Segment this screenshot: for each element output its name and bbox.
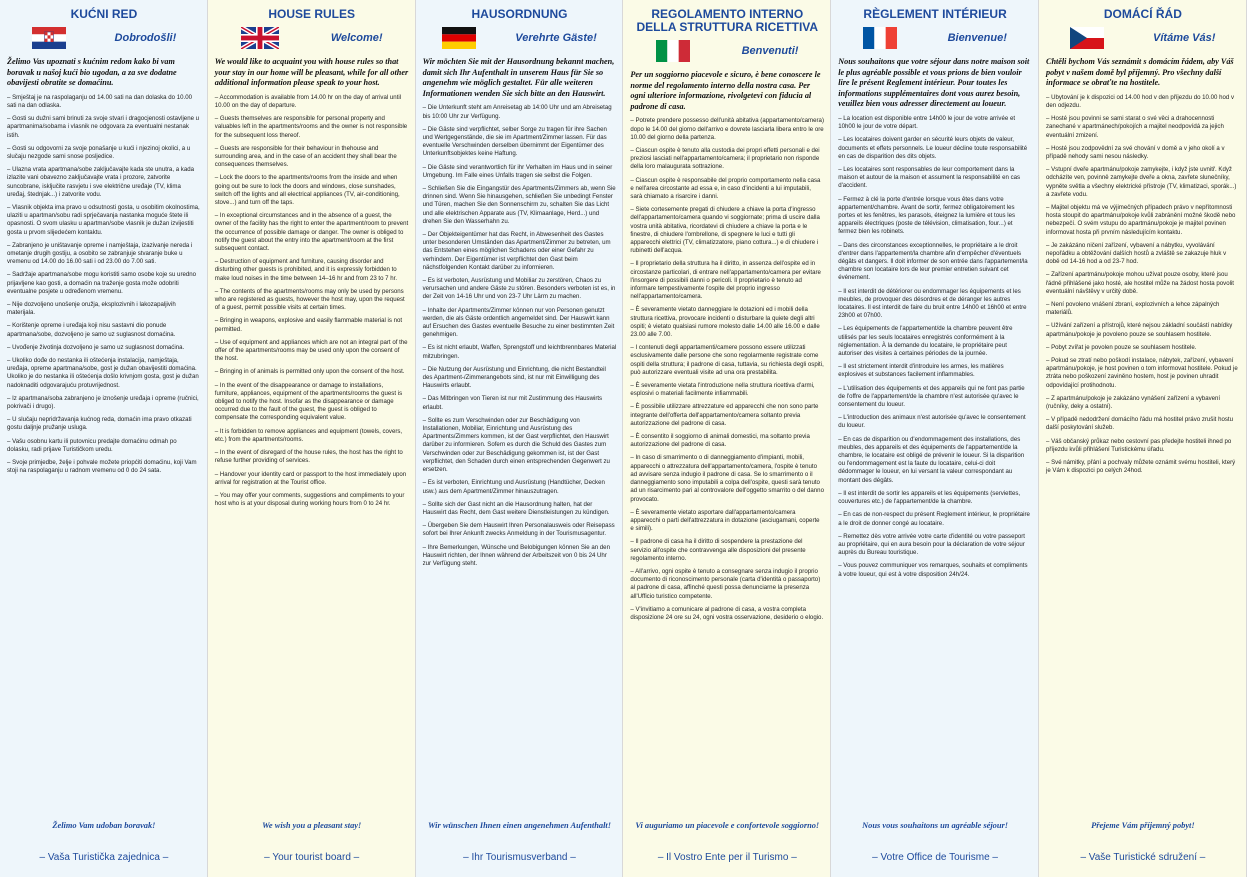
column-title: KUĆNI RED xyxy=(70,7,138,21)
rule-item: – Vlasnik objekta ima pravo u odsutnosti gosta, u osobitim okolnostima, ulaziti u apartman/sobu radi sprječavanja nastanka moguće štete ili opasnosti. O svom ulasku u apartman/sobe vlasnik je dužan izvijestiti gosta u prvom slijedećem kontaktu. xyxy=(7,204,201,237)
rule-item: – Siete cortesemente pregati di chiudere a chiave la porta d'ingresso dell'appartamento/camera quando vi soggiornate; prima di uscire dalla vostra unità abitativa, ricordatevi di chiudere a chiave la porta e le finestre, di chiudere l'ombrellone, di spegnere le luci e tutti gli apparecchi elettrici (TV, climatizzatore, piano cottura...) e di chiudere i rubinetti dell'acqua. xyxy=(630,206,824,255)
rule-item: – Il padrone di casa ha il diritto di sospendere la prestazione del servizio all'ospite che contravvenga alle disposizioni del presente regolamento interno. xyxy=(630,538,824,563)
rule-item: – Zabranjeno je uništavanje opreme i namještaja, izazivanje nereda i ometanje drugih gostiju, a osobito se zabranjuje stvaranje buke u vremenu od 14.00 do 16.00 sati i od 23.00 do 7.00 sati. xyxy=(7,242,201,267)
rules-list xyxy=(215,94,409,514)
intro-text: We would like to acquaint you with house rules so that your stay in our home will be pleasant, while for all other additional information please speak to your host. xyxy=(214,57,409,88)
rule-item: – Das Mitbringen von Tieren ist nur mit Zustimmung des Hauswirts erlaubt. xyxy=(423,395,617,411)
rule-item: – L'introduction des animaux n'est autorisée qu'avec le consentement du loueur. xyxy=(838,414,1032,430)
rule-item: – Guests are responsible for their behaviour in thehouse and surrounding area, and in the case of an accident they shall bear the consequences themselves. xyxy=(215,145,409,170)
column-header xyxy=(423,25,617,51)
closing-wish: Vi auguriamo un piacevole e confortevole soggiorno! xyxy=(635,821,820,830)
rule-item: – Remettez dès votre arrivée votre carte d'identité ou votre passeport au propriétaire, qui en aura besoin pour la déclaration de votre séjour auprès du Bureau touristique. xyxy=(838,533,1032,558)
rule-item: – È possibile utilizzare attrezzature ed apparecchi che non sono parte integrante dell'offerta dell'appartamento/camera soltanto previa autorizzazione del padrone di casa. xyxy=(630,403,824,428)
rule-item: – Ciascun ospite è tenuto alla custodia dei propri effetti personali e dei preziosi lasciati nell'appartamento/camera; il proprietario non risponde della loro malaugurata sottrazione. xyxy=(630,147,824,172)
welcome-text: Bienvenue! xyxy=(947,32,1007,44)
closing-wish: We wish you a pleasant stay! xyxy=(262,821,362,830)
welcome-text: Welcome! xyxy=(330,32,383,44)
czech-flag-icon xyxy=(1070,27,1104,49)
rule-item: – Vous pouvez communiquer vos remarques, souhaits et compliments à votre loueur, qui est à votre disposition 24h/24. xyxy=(838,562,1032,578)
rule-item: – Il est strictement interdit d'introduire les armes, les matières explosives et substances facilement inflammables. xyxy=(838,363,1032,379)
rule-item: – I contenuti degli appartamenti/camere possono essere utilizzati esclusivamente dalle persone che sono regolarmente registrate come ospiti della struttura; il padrone di casa, tuttavia, su richiesta degli ospiti, può autorizzare eventuali visite ad una ora prestabilita. xyxy=(630,344,824,377)
rule-item: – Die Gäste sind verantwortlich für ihr Verhalten im Haus und in seiner Umgebung. Im Falle eines Unfalls tragen sie selbst die Folgen. xyxy=(423,164,617,180)
column-header xyxy=(1046,25,1240,51)
rule-item: – Il proprietario della struttura ha il diritto, in assenza dell'ospite ed in circostanze particolari, di entrare nell'appartamento/camera per evitare l'insorgere di possibili danni o pericoli. Il proprietario è tenuto ad informare tempestivamente l'ospite del proprio ingresso nell'appartamento/camera. xyxy=(630,260,824,301)
column-header xyxy=(215,25,409,51)
column-german xyxy=(416,0,624,877)
column-italian xyxy=(623,0,831,877)
croatia-flag-icon xyxy=(32,27,66,49)
rule-item: – Inhalte der Apartments/Zimmer können nur von Personen genutzt werden, die als Gäste ordentlich angemeldet sind. Der Hauswirt kann auf Ersuchen des Gastes eventuelle Besuche zu einer bestimmten Zeit genehmigen. xyxy=(423,307,617,340)
intro-text: Nous souhaitons que votre séjour dans notre maison soit le plus agréable possible et vous prions de bien vouloir lire le présent Reglement intérieur. Pour toutes les informations supplémentaires dont vous aurez besoin, veuillez bien vous adresser directement au loueur. xyxy=(838,57,1030,109)
column-header xyxy=(838,25,1032,51)
intro-text: Per un soggiorno piacevole e sicuro, è bene conoscere le norme del regolamento interno della nostra casa. Per ogni ulteriore informazione, rivolgetevi con fiducia al padrone di casa. xyxy=(630,70,821,111)
column-croatian xyxy=(0,0,208,877)
rule-item: – En cas de non-respect du présent Reglement intérieur, le propriétaire a le droit de donner congé au locataire. xyxy=(838,511,1032,527)
rule-item: – Les équipements de l'appartement/de la chambre peuvent être utilisés par les seuls locataires enregistrés conformément à la réglementation. À la demande du locataire, le propriétaire peut autoriser des visites à certaines périodes de la journée. xyxy=(838,325,1032,358)
rule-item: – Není povoleno vnášení zbraní, explozivních a lehce zápalných materiálů. xyxy=(1046,301,1240,317)
rule-item: – Les locataires doivent garder en sécurité leurs objets de valeur, documents et effets personnels. Le loueur décline toute responsabilité en cas de disparition des dits objets. xyxy=(838,136,1032,161)
rule-item: – Své námitky, přání a pochvaly můžete oznámit svému hostiteli, který je Vám k dispozici po celých 24hod. xyxy=(1046,459,1240,475)
rule-item: – In the event of the disappearance or damage to installations, furniture, appliances, equipment of the apartments/rooms the guest is obliged to notify the host. Insofar as the disappearance or damage occurred due to the fault of the guest, the guest is obliged to compensate the corresponding equivalent value. xyxy=(215,382,409,423)
rule-item: – U slučaju nepridržavanja kućnog reda, domaćin ima pravo otkazati gostu daljnje pružanje usluga. xyxy=(7,416,201,432)
closing-wish: Přejeme Vám příjemný pobyt! xyxy=(1091,821,1195,830)
rule-item: – Sadržaje apartmana/sobe mogu koristiti samo osobe koje su uredno prijavljene kao gosti, a domaćin na traženje gosta može odobriti eventualne posjete u određenom vremenu. xyxy=(7,271,201,296)
rule-item: – Ciascun ospite è responsabile del proprio comportamento nella casa e nell'area circostante ad essa e, in caso d'incidenti a lui imputabili, sarà chiamato a risarcire i danni. xyxy=(630,177,824,202)
rule-item: – Schließen Sie die Eingangstür des Apartments/Zimmers ab, wenn Sie drinnen sind. Wenn Sie hinausgehen, schließen Sie unbedingt Fenster und Türen, machen Sie den Sonnenschirm zu, schalten Sie das Licht und alle elektrischen Apparate aus (TV, Klimaanlage, Herd...) und drehen Sie den Wasserhahn zu. xyxy=(423,185,617,226)
rule-item: – In caso di smarrimento o di danneggiamento d'impianti, mobili, apparecchi o attrezzatura dell'appartamento/camera, l'ospite è tenuto ad avvisare senza indugio il padrone di casa. Se lo smarrimento o il danneggiamento sono imputabili a colpa dell'ospite, questi sarà tenuto ad un risarcimento pari al controvalore dell'oggetto smarrito o del danno provocato. xyxy=(630,454,824,503)
rule-item: – Zařízení apartmánu/pokoje mohou užívat pouze osoby, které jsou řádně přihlášené jako hosté, ale hostitel může na žádost hosta povolit eventuální návštěvy v určitý době. xyxy=(1046,271,1240,296)
rule-item: – Fermez à clé la porte d'entrée lorsque vous êtes dans votre appartement/chambre. Avant de sortir, fermez obligatoirement les portes et les fenêtres, les parasols, éteignez la lumière et tous les appareils électriques (poste de télévision, climatisation, four...) et fermez bien les robinets. xyxy=(838,196,1032,237)
closing-wish: Wir wünschen Ihnen einen angenehmen Aufenthalt! xyxy=(428,821,611,830)
rule-item: – L'utilisation des équipements et des appareils qui ne font pas partie de l'offre de l'appartement/de la chambre n'est autorisée qu'avec le consentement du loueur. xyxy=(838,385,1032,410)
rule-item: – Nije dozvoljeno unošenje oružja, eksplozivnih i lakozapaljivih materijala. xyxy=(7,301,201,317)
rule-item: – Use of equipment and appliances which are not an integral part of the offer of the apartments/rooms may be used only upon the consent of the host. xyxy=(215,339,409,364)
column-title: DOMÁCÍ ŘÁD xyxy=(1103,7,1182,21)
rule-item: – Vstupní dveře apartmánu/pokoje zamykejte, i když jste uvnitř. Když odcházíte ven, povinně zamykejte dveře a okna, zavřete slunečníky, vypněte světla a všechny elektrické přístroje (TV, klimatizaci, sporák...) a zavřete vodu. xyxy=(1046,166,1240,199)
column-title: HOUSE RULES xyxy=(268,7,356,21)
rule-item: – Je zakázáno ničení zařízení, vybavení a nábytku, vyvolávání nepořádku a obtěžování dalších hostů a zvláště se zakazuje hluk v době od 14-16 hod a od 23-7 hod. xyxy=(1046,242,1240,267)
rules-list xyxy=(7,94,201,481)
rule-item: – In the event of disregard of the house rules, the host has the right to refuse further providing of services. xyxy=(215,449,409,465)
rule-item: – È severamente vietato asportare dall'appartamento/camera apparecchi o parti dell'attrezzatura in dotazione (asciugamani, coperte e simili). xyxy=(630,509,824,534)
rule-item: – Gosti su dužni sami brinuti za svoje stvari i dragocjenosti ostavljene u apartmanima/sobama i vlasnik ne odgovara za eventualni nestanak istih. xyxy=(7,115,201,140)
rule-item: – Pokud se ztratí nebo poškodí instalace, nábytek, zařízení, vybavení apartmánu/pokoje, je host povinen o tom informovat hostitele. Pokud je ztráta nebo poškození zaviněno hostem, host je povinen uhradit odpovídající protihodnotu. xyxy=(1046,357,1240,390)
welcome-text: Vítáme Vás! xyxy=(1153,32,1216,44)
tourist-board-signature: – Ihr Tourismusverband – xyxy=(463,852,576,863)
tourist-board-signature: – Your tourist board – xyxy=(264,852,360,863)
rules-list xyxy=(423,104,617,573)
rule-item: – Svoje primjedbe, želje i pohvale možete priopćiti domaćinu, koji Vam stoji na raspolaganju u radnom vremenu od 0 do 24 sata. xyxy=(7,459,201,475)
rule-item: – Der Objekteigentümer hat das Recht, in Abwesenheit des Gastes unter besonderen Umständen das Apartment/Zimmer zu betreten, um das Entstehen eines möglichen Schadens oder einer Gefahr zu verhindern. Der Eigentümer ist verpflichtet den Gast beim nächstfolgenden Kontakt darüber zu informieren. xyxy=(423,231,617,272)
rule-item: – Sollte sich der Gast nicht an die Hausordnung halten, hat der Hauswirt das Recht, dem Gast weitere Dienstleistungen zu kündigen. xyxy=(423,501,617,517)
rules-list xyxy=(838,115,1032,584)
column-title: RÈGLEMENT INTÉRIEUR xyxy=(863,7,1007,21)
tourist-board-signature: – Vaše Turistické sdružení – xyxy=(1080,852,1206,863)
rule-item: – Gosti su odgovorni za svoje ponašanje u kući i njezinoj okolici, a u slučaju nezgode sami snose posljedice. xyxy=(7,145,201,161)
rule-item: – Die Gäste sind verpflichtet, selber Sorge zu tragen für ihre Sachen und Wertgegenstände, die sie im Apartment/Zimmer lassen. Für das eventuelle Verschwinden derselben übernimmt der Eigentümer des Unterkunftsobjektes keine Haftung. xyxy=(423,126,617,159)
welcome-text: Benvenuti! xyxy=(741,45,799,57)
rule-item: – Die Unterkunft steht am Anreisetag ab 14:00 Uhr und am Abreisetag bis 10:00 Uhr zur Verfügung. xyxy=(423,104,617,120)
rule-item: – Z apartmánu/pokoje je zakázáno vynášení zařízení a vybavení (ručníky, deky a ostatní). xyxy=(1046,395,1240,411)
germany-flag-icon xyxy=(442,27,476,49)
rule-item: – The contents of the apartments/rooms may only be used by persons who are registered as guests, however the host may, upon the request of a guest, permit possible visits at certain times. xyxy=(215,288,409,313)
rule-item: – Les locataires sont responsables de leur comportement dans la maison et autour de la maison et assument la responsabilité en cas d'accident. xyxy=(838,166,1032,191)
rule-item: – Pobyt zvířat je povolen pouze se souhlasem hostitele. xyxy=(1046,344,1240,352)
rule-item: – Il est interdit de détériorer ou endommager les équipements et les meubles, de provoquer des désordres et de déranger les autres locataires. Il est interdit de faire du bruit entre 14h00 et 16h00 et entre 23h00 et 07h00. xyxy=(838,288,1032,321)
rule-item: – Ubytování je k dispozici od 14.00 hod v den příjezdu do 10.00 hod v den odjezdu. xyxy=(1046,94,1240,110)
rule-item: – Destruction of equipment and furniture, causing disorder and disturbing other guests is prohibited, and it is expressly forbidden to make loud noises in the time between 14–16 hr and from 23 to 7 hr. xyxy=(215,258,409,283)
rule-item: – Ulazna vrata apartmana/sobe zaključavajte kada ste unutra, a kada izlazite vani obavezno zaključavajte vrata i prozore, zatvorite suncobrane, isključite rasvjetu i sve električne uređaje (TV, klima uređaj, štednjak...) i zatvorite vodu. xyxy=(7,166,201,199)
closing-wish: Nous vous souhaitons un agréable séjour! xyxy=(862,821,1009,830)
rule-item: – Handover your identity card or passport to the host immediately upon arrival for registration at the Tourist office. xyxy=(215,471,409,487)
column-header xyxy=(630,38,824,64)
rule-item: – Dans des circonstances exceptionnelles, le propriétaire a le droit d'entrer dans l'appartement/la chambre afin d'empêcher d'éventuels dégâts et dangers. Il doit informer de son entrée dans l'appartement/la chambre son locataire lors de leur premier entretien suivant cet événement. xyxy=(838,242,1032,283)
rule-item: – Uvođenje životinja dozvoljeno je samo uz suglasnost domaćina. xyxy=(7,344,201,352)
tourist-board-signature: – Votre Office de Tourisme – xyxy=(872,852,998,863)
closing-wish: Želimo Vam udoban boravak! xyxy=(52,821,156,830)
rule-item: – Majitel objektu má ve výjimečných případech právo v nepřítomnosti hosta stoupit do apartmánu/pokoje kvůli zabránění možné škodě nebo nebezpečí. O svém vstupu do apartmánu/pokoje je majitel povinen informovat hosta při prvním následujícím kontaktu. xyxy=(1046,204,1240,237)
rule-item: – Váš občanský průkaz nebo cestovní pas předejte hostiteli ihned po příjezdu kvůli přihlášení Turistickému úřadu. xyxy=(1046,438,1240,454)
intro-text: Wir möchten Sie mit der Hausordnung bekannt machen, damit sich Ihr Aufenthalt in unserem Haus für Sie so angenehm wie möglich gestaltet. Für alle weiteren Informationen wenden Sie sich bitte an den Hauswirt. xyxy=(422,57,615,98)
rule-item: – Die Nutzung der Ausrüstung und Einrichtung, die nicht Bestandteil des Apartment-/Zimmerangebots sind, ist nur mit Einwilligung des Hauswirts erlaubt. xyxy=(423,366,617,391)
rules-list xyxy=(1046,94,1240,481)
rule-item: – You may offer your comments, suggestions and compliments to your host who is at your disposal during working hours from 0 to 24 hr. xyxy=(215,492,409,508)
rule-item: – V'invitiamo a comunicare al padrone di casa, a vostra completa disposizione 24 ore su 24, ogni vostra osservazione, desiderio o elogio. xyxy=(630,606,824,622)
rule-item: – Es ist nicht erlaubt, Waffen, Sprengstoff und leichtbrennbares Material mitzubringen. xyxy=(423,344,617,360)
rules-list xyxy=(630,117,824,627)
france-flag-icon xyxy=(863,27,897,49)
tourist-board-signature: – Il Vostro Ente per il Turismo – xyxy=(657,852,797,863)
rule-item: – Užívání zařízení a přístrojů, které nejsou základní součástí nabídky apartmánu/pokoje je povoleno pouze se souhlasem hostitele. xyxy=(1046,322,1240,338)
intro-text: Chtěli bychom Vás seznámit s domácím řádem, aby Váš pobyt v našem domě byl příjemný. Pro všechny další informace se obraťte na hostitele. xyxy=(1045,57,1234,88)
intro-text: Želimo Vas upoznati s kućnim redom kako bi vam boravak u našoj kući bio ugodan, a za sve dodatne obavijesti obratite se domaćinu. xyxy=(7,57,177,88)
column-title: REGOLAMENTO INTERNO DELLA STRUTTURA RICETTIVA xyxy=(636,7,819,34)
rule-item: – È consentito il soggiorno di animali domestici, ma soltanto previa autorizzazione del padrone di casa. xyxy=(630,433,824,449)
rule-item: – Es ist verboten, Ausrüstung und Mobiliar zu zerstören, Chaos zu verursachen und andere Gäste zu stören. Besonders verboten ist es, in der Zeit von 14-16 Uhr und von 23-7 Uhr Lärm zu machen. xyxy=(423,277,617,302)
rule-item: – En cas de disparition ou d'endommagement des installations, des meubles, des appareils et des équipements de l'appartement/de la chambre, le locataire est obligé de prévenir le loueur. Si la disparition ou l'endommagement est la faute du locataire, celui-ci doit dédommager le loueur, en lui versant la valeur correspondant au montant des dégâts. xyxy=(838,436,1032,485)
column-english xyxy=(208,0,416,877)
uk-flag-icon xyxy=(241,27,279,49)
rule-item: – Übergeben Sie dem Hauswirt Ihren Personalausweis oder Reisepass sofort bei Ihrer Ankunft zwecks Anmeldung in der Tourismusagentur. xyxy=(423,522,617,538)
welcome-text: Verehrte Gäste! xyxy=(515,32,597,44)
rule-item: – Vašu osobnu kartu ili putovnicu predajte domaćinu odmah po dolasku, radi prijave Turističkom uredu. xyxy=(7,438,201,454)
rule-item: – Bringing in of animals is permitted only upon the consent of the host. xyxy=(215,368,409,376)
rule-item: – It is forbidden to remove appliances and equipment (towels, covers, etc.) from the apartments/rooms. xyxy=(215,428,409,444)
rule-item: – Hosté jsou povinni se sami starat o své věci a drahocennosti zanechané v apartmánech/pokojích a majitel neodpovídá za jejich eventuální zmizení. xyxy=(1046,115,1240,140)
rule-item: – Hosté jsou zodpovědní za své chování v domě a v jeho okolí a v případě nehody sami nesou následky. xyxy=(1046,145,1240,161)
rule-item: – Accommodation is available from 14.00 hr on the day of arrival until 10.00 on the day of departure. xyxy=(215,94,409,110)
rule-item: – Iz apartmana/soba zabranjeno je iznošenje uređaja i opreme (ručnici, pokrivači i drugo). xyxy=(7,395,201,411)
column-french xyxy=(831,0,1039,877)
rule-item: – Korištenje opreme i uređaja koji nisu sastavni dio ponude apartmana/sobe, dozvoljeno je samo uz suglasnost domaćina. xyxy=(7,322,201,338)
rule-item: – V případě nedodržení domácího řádu má hostitel právo zrušit hostu další poskytování služeb. xyxy=(1046,416,1240,432)
rule-item: – La location est disponible entre 14h00 le jour de votre arrivée et 10h00 le jour de votre départ. xyxy=(838,115,1032,131)
rule-item: – Lock the doors to the apartments/rooms from the inside and when going out be sure to lock the doors and windows, close sunshades, switch off the lights and all electrical appliances (TV, air-conditioning, stove...) and turn off the taps. xyxy=(215,174,409,207)
italy-flag-icon xyxy=(656,40,690,62)
column-title: HAUSORDNUNG xyxy=(471,7,568,21)
rule-item: – Guests themselves are responsible for personal property and valuables left in the apartments/rooms and the owner is not responsible for the subsequent loss thereof. xyxy=(215,115,409,140)
tourist-board-signature: – Vaša Turistička zajednica – xyxy=(39,852,169,863)
column-header xyxy=(7,25,201,51)
rule-item: – Il est interdit de sortir les appareils et les équipements (serviettes, couvertures etc.) de l'appartement/de la chambre. xyxy=(838,490,1032,506)
rule-item: – Smještaj je na raspolaganju od 14.00 sati na dan dolaska do 10.00 sati na dan odlaska. xyxy=(7,94,201,110)
welcome-text: Dobrodošli! xyxy=(114,32,177,44)
rule-item: – All'arrivo, ogni ospite è tenuto a consegnare senza indugio il proprio documento di riconoscimento personale (carta d'identità o passaporto) al padrone di casa, affinché questi possa denunciarne la presenza all'Ufficio turistico competente. xyxy=(630,568,824,601)
rule-item: – Es ist verboten, Einrichtung und Ausrüstung (Handtücher, Decken usw.) aus dem Apartment/Zimmer hinauszutragen. xyxy=(423,479,617,495)
column-czech xyxy=(1039,0,1247,877)
rule-item: – Ihre Bemerkungen, Wünsche und Belobigungen können Sie an den Hauswirt richten, der Ihnen während der Arbeitszeit von 0 bis 24 Uhr zur Verfügung steht. xyxy=(423,544,617,569)
rule-item: – In exceptional circumstances and in the absence of a guest, the owner of the facility has the right to enter the apartment/room to prevent the occurrence of possible damage or danger. The owner is obliged to notify the guest about the entry into the apartment/room at the first subsequent contact. xyxy=(215,212,409,253)
rule-item: – Potrete prendere possesso dell'unità abitativa (appartamento/camera) dopo le 14.00 del giorno dell'arrivo e dovrete lasciarla libera entro le ore 10.00 del giorno della partenza. xyxy=(630,117,824,142)
rule-item: – È severamente vietato danneggiare le dotazioni ed i mobili della struttura ricettiva, provocare incidenti o disturbare la quiete degli altri ospiti; è vietato qualsiasi rumore molesto dalle 14.00 alle 16.00 e dalle 23.00 alle 7.00. xyxy=(630,306,824,339)
rule-item: – È severamente vietata l'introduzione nella struttura ricettiva d'armi, esplosivi o materiali facilmente infiammabili. xyxy=(630,382,824,398)
rule-item: – Ukoliko dođe do nestanka ili oštećenja instalacija, namještaja, uređaja, opreme apartmana/sobe, gost je dužan obavijestiti domaćina. Ukoliko je do nestanka ili oštećenja došlo krivnjom gosta, gost je dužan nadoknaditi odgovarajuću protuvrijednost. xyxy=(7,357,201,390)
rule-item: – Bringing in weapons, explosive and easily flammable material is not permitted. xyxy=(215,317,409,333)
rule-item: – Sollte es zum Verschwinden oder zur Beschädigung von Installationen, Mobiliar, Einrichtung und Ausrüstung des Apartments/Zimmers kommen, ist der Gast verpflichtet, den Hauswirt darüber zu informieren. Sofern es durch die Schuld des Gastes zum Verschwinden oder zur Beschädigung gekommen ist, ist der Gast verpflichtet, den Schaden durch einen entsprechenden Gegenwert zu ersetzen. xyxy=(423,417,617,474)
